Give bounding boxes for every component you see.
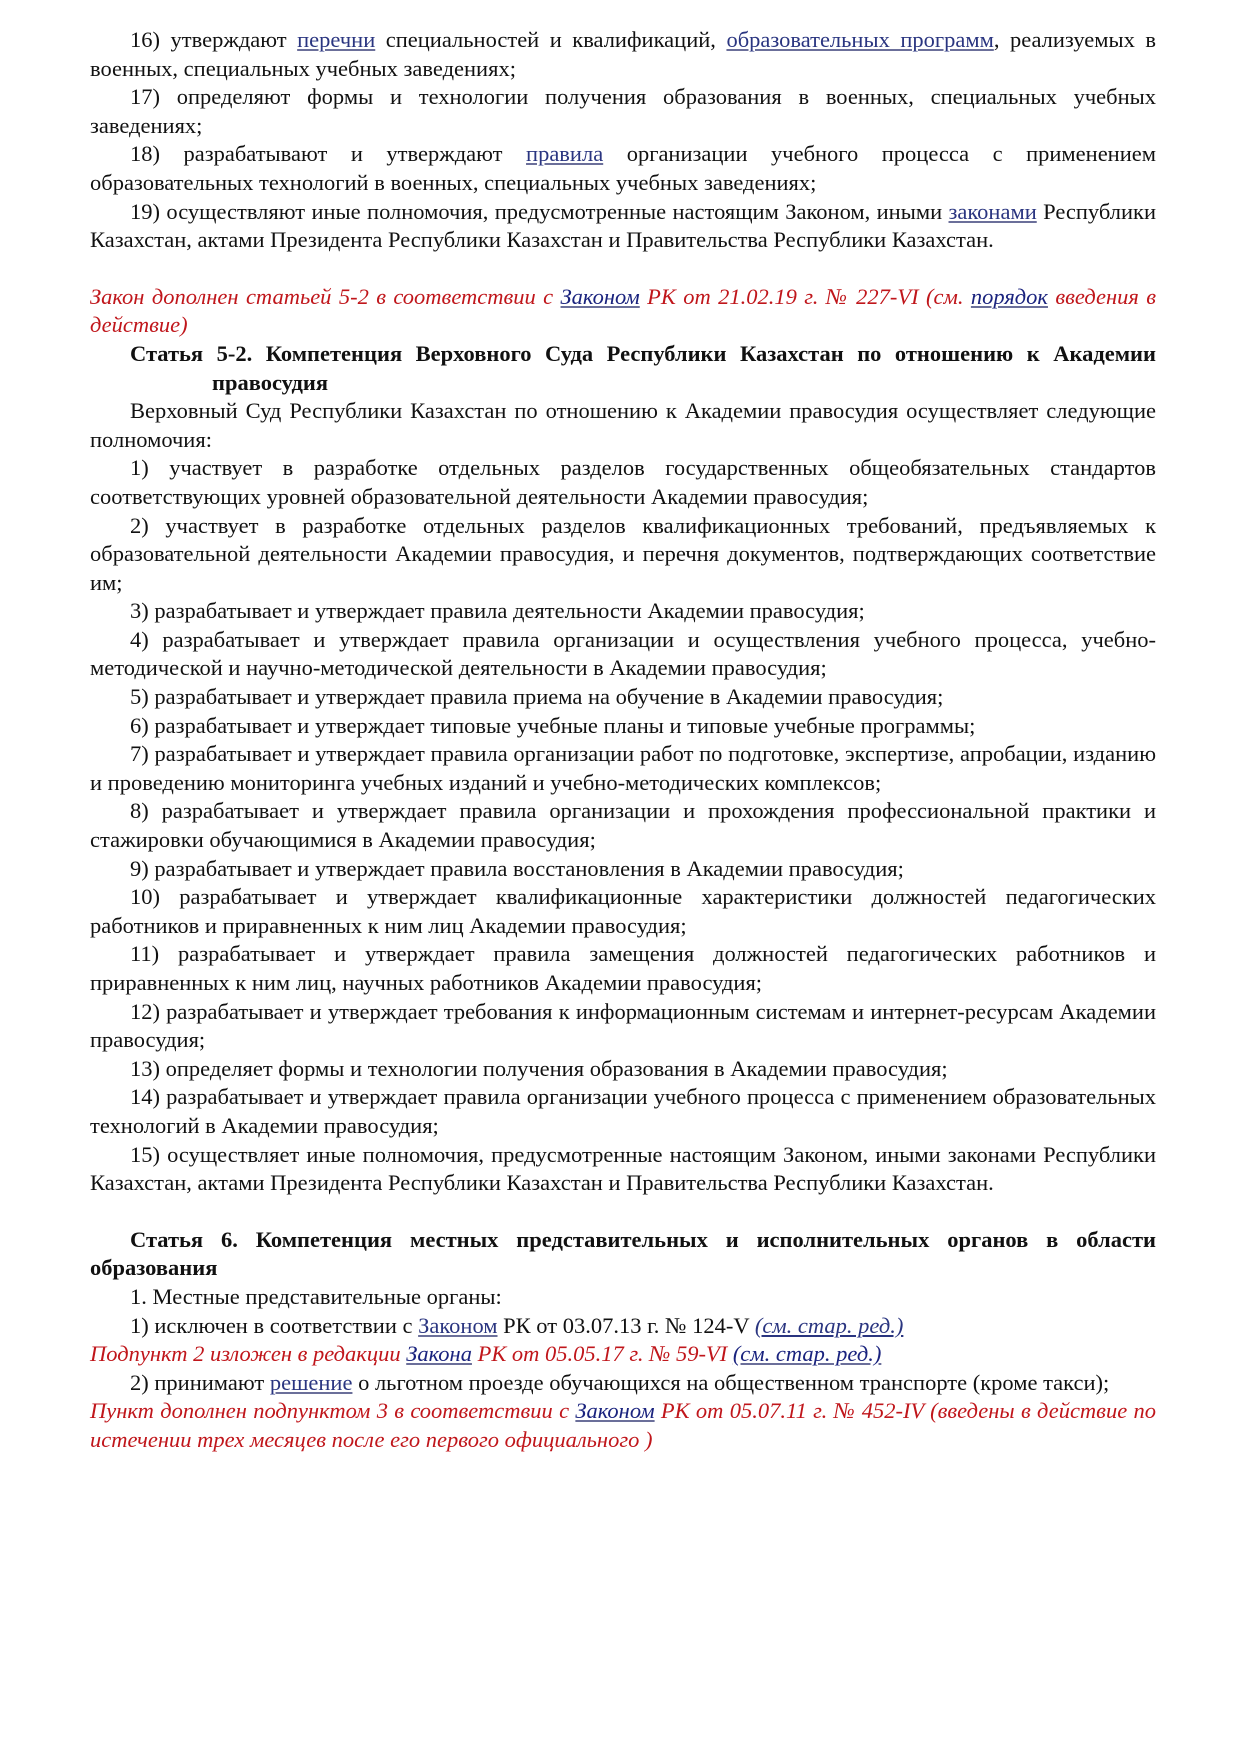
item-18: 18) разрабатывают и утверждают правила организации учебного процесса с применением образовательных технологий в военных, специальных учебных заведениях; <box>90 141 1156 195</box>
article-6-point-1: 1. Местные представительные органы: <box>130 1283 502 1309</box>
article-5-2-item-9: 9) разрабатывает и утверждает правила восстановления в Академии правосудия; <box>130 855 904 881</box>
article-5-2-item-7: 7) разрабатывает и утверждает правила организации работ по подготовке, экспертизе, апробации, изданию и проведению мониторинга учебных изданий и учебно-методических комплексов; <box>90 741 1156 795</box>
article-5-2-intro: Верховный Суд Республики Казахстан по отношению к Академии правосудия осуществляет следующие полномочия: <box>90 398 1156 452</box>
link-reshenie[interactable]: решение <box>269 1369 353 1395</box>
amendment-note-sub-2: Подпункт 2 изложен в редакции Закона РК от 05.05.17 г. № 59-VI (см. стар. ред.) <box>90 1341 882 1367</box>
article-5-2-item-4: 4) разрабатывает и утверждает правила организации и осуществления учебного процесса, учебно-методической и научно-методической деятельности в Академии правосудия; <box>90 626 1156 681</box>
spacer <box>90 1198 1156 1226</box>
link-pravila[interactable]: правила <box>526 141 604 167</box>
link-educational-programs[interactable]: образовательных программ <box>726 27 994 52</box>
link-zakonom-227[interactable]: Законом <box>560 283 640 309</box>
link-zakonami[interactable]: законами <box>948 198 1037 224</box>
article-5-2-item-14: 14) разрабатывает и утверждает правила организации учебного процесса с применением образовательных технологий в Академии правосудия; <box>90 1084 1156 1138</box>
article-6-title: Статья 6. Компетенция местных представительных и исполнительных органов в области образования <box>90 1226 1156 1281</box>
spacer <box>90 255 1156 283</box>
document-page <box>90 26 1156 1455</box>
amendment-note-sub-3: Пункт дополнен подпунктом 3 в соответствии с Законом РК от 05.07.11 г. № 452-IV (введены в действие по истечении трех месяцев после его первого официального ) <box>90 1398 1156 1452</box>
article-5-2-item-2: 2) участвует в разработке отдельных разделов квалификационных требований, предъявляемых к образовательной деятельности Академии правосудия, и перечня документов, подтверждающих соответствие им; <box>90 512 1156 595</box>
article-5-2-item-5: 5) разрабатывает и утверждает правила приема на обучение в Академии правосудия; <box>130 684 944 710</box>
article-5-2-item-1: 1) участвует в разработке отдельных разделов государственных общеобязательных стандартов соответствующих уровней образовательной деятельности Академии правосудия; <box>90 455 1156 509</box>
link-zakona-59[interactable]: Закона <box>406 1341 472 1367</box>
article-5-2-title: Статья 5-2. Компетенция Верховного Суда Республики Казахстан по отношению к Академии правосудия <box>130 340 1156 395</box>
article-5-2-item-3: 3) разрабатывает и утверждает правила деятельности Академии правосудия; <box>130 598 865 624</box>
article-6-sub-1: 1) исключен в соответствии с Законом РК от 03.07.13 г. № 124-V (см. стар. ред.) <box>130 1312 904 1338</box>
link-old-edition[interactable]: (см. стар. ред.) <box>754 1312 904 1338</box>
article-5-2-item-6: 6) разрабатывает и утверждает типовые учебные планы и типовые учебные программы; <box>130 712 976 738</box>
article-5-2-item-10: 10) разрабатывает и утверждает квалификационные характеристики должностей педагогических работников и приравненных к ним лиц Академии правосудия; <box>90 884 1156 938</box>
article-5-2-item-13: 13) определяет формы и технологии получения образования в Академии правосудия; <box>130 1055 948 1081</box>
link-zakonom-124[interactable]: Законом <box>418 1312 498 1338</box>
article-5-2-item-12: 12) разрабатывает и утверждает требования к информационным системам и интернет-ресурсам Академии правосудия; <box>90 998 1156 1053</box>
article-5-2-item-11: 11) разрабатывает и утверждает правила замещения должностей педагогических работников и приравненных к ним лиц, научных работников Академии правосудия; <box>90 941 1156 995</box>
article-6-sub-2: 2) принимают решение о льготном проезде обучающихся на общественном транспорте (кроме такси); <box>130 1369 1110 1395</box>
article-5-2-item-8: 8) разрабатывает и утверждает правила организации и прохождения профессиональной практики и стажировки обучающимися в Академии правосудия; <box>90 798 1156 853</box>
link-perechni[interactable]: перечни <box>297 27 376 52</box>
article-5-2-item-15: 15) осуществляет иные полномочия, предусмотренные настоящим Законом, иными законами Республики Казахстан, актами Президента Республики Казахстан и Правительства Республики Казахстан. <box>90 1141 1156 1196</box>
link-zakonom-452[interactable]: Законом <box>575 1398 655 1424</box>
item-19: 19) осуществляют иные полномочия, предусмотренные настоящим Законом, иными законами Республики Казахстан, актами Президента Республики Казахстан и Правительства Республики Казахстан. <box>90 198 1157 253</box>
link-poryadok[interactable]: порядок <box>970 283 1048 309</box>
amendment-note-5-2: Закон дополнен статьей 5-2 в соответствии с Законом РК от 21.02.19 г. № 227-VI (см. порядок введения в действие) <box>90 283 1156 338</box>
link-old-edition-2[interactable]: (см. стар. ред.) <box>732 1341 882 1367</box>
item-17: 17) определяют формы и технологии получения образования в военных, специальных учебных заведениях; <box>90 84 1156 138</box>
item-16: 16) утверждают перечни специальностей и квалификаций, образовательных программ, реализуемых в военных, специальных учебных заведениях; <box>90 27 1156 81</box>
